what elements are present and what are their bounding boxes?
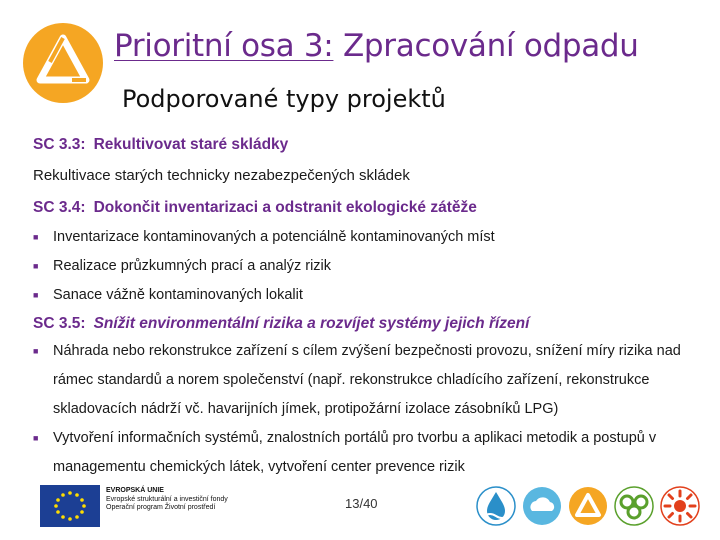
page-subtitle: Podporované typy projektů xyxy=(122,85,446,113)
bullet-square-icon: ■ xyxy=(33,261,39,271)
bullet-square-icon: ■ xyxy=(33,346,39,356)
section-text: Rekultivace starých technicky nezabezpečených skládek xyxy=(33,167,410,184)
water-drop-icon xyxy=(476,486,516,526)
eu-flag-icon xyxy=(40,485,100,527)
list-item-text: Vytvoření informačních systémů, znalostních portálů pro tvorbu a aplikaci metodik a postupů v managementu chemických látek, vytvoření center prevence rizik xyxy=(53,430,657,475)
title-rest: Zpracování odpadu xyxy=(333,28,639,64)
list-item-text: Inventarizace kontaminovaných a potenciálně kontaminovaných míst xyxy=(53,229,495,245)
list-item xyxy=(33,257,717,275)
eu-funding-text xyxy=(106,487,276,513)
section-title: Dokončit inventarizaci a odstranit ekologické zátěže xyxy=(93,199,477,216)
waste-triangle-icon xyxy=(568,486,608,526)
section-title: Rekultivovat staré skládky xyxy=(93,136,289,153)
list-item xyxy=(33,424,717,482)
eu-line-3: Operační program Životní prostředí xyxy=(106,504,216,511)
page-title xyxy=(114,28,639,64)
bullet-list xyxy=(33,337,717,482)
content xyxy=(33,136,717,492)
bullet-list xyxy=(33,228,717,304)
section-title: Snížit environmentální rizika a rozvíjet systémy jejich řízení xyxy=(93,315,530,332)
cloud-icon xyxy=(522,486,562,526)
list-item-text: Náhrada nebo rekonstrukce zařízení s cílem zvýšení bezpečnosti provozu, snížení míry rizika nad rámec standardů a norem společenství (např. rekonstrukce chladícího zařízení, rekonstrukce skladovacích nádrží vč. havarijních jímek, protipožární izolace zásobníků LPG) xyxy=(53,343,681,417)
bullet-square-icon: ■ xyxy=(33,290,39,300)
eu-line-1: EVROPSKÁ UNIE xyxy=(106,487,164,494)
section-heading xyxy=(33,199,717,217)
section-code: SC 3.5: xyxy=(33,315,86,332)
footer xyxy=(0,482,720,540)
eu-line-2: Evropské strukturální a investiční fondy xyxy=(106,495,228,503)
section-heading xyxy=(33,315,717,333)
bullet-square-icon: ■ xyxy=(33,232,39,242)
page-number: 13/40 xyxy=(345,496,378,511)
list-item xyxy=(33,286,717,304)
section-heading xyxy=(33,136,717,154)
section-code: SC 3.4: xyxy=(33,199,86,216)
waste-priority-logo-icon xyxy=(22,22,104,104)
list-item-text: Realizace průzkumných prací a analýz rizik xyxy=(53,258,332,274)
trees-icon xyxy=(614,486,654,526)
list-item xyxy=(33,228,717,246)
title-prefix: Prioritní osa 3: xyxy=(114,28,334,64)
list-item xyxy=(33,337,717,424)
list-item-text: Sanace vážně kontaminovaných lokalit xyxy=(53,287,303,303)
section-code: SC 3.3: xyxy=(33,136,86,153)
bullet-square-icon: ■ xyxy=(33,433,39,443)
sun-icon xyxy=(660,486,700,526)
